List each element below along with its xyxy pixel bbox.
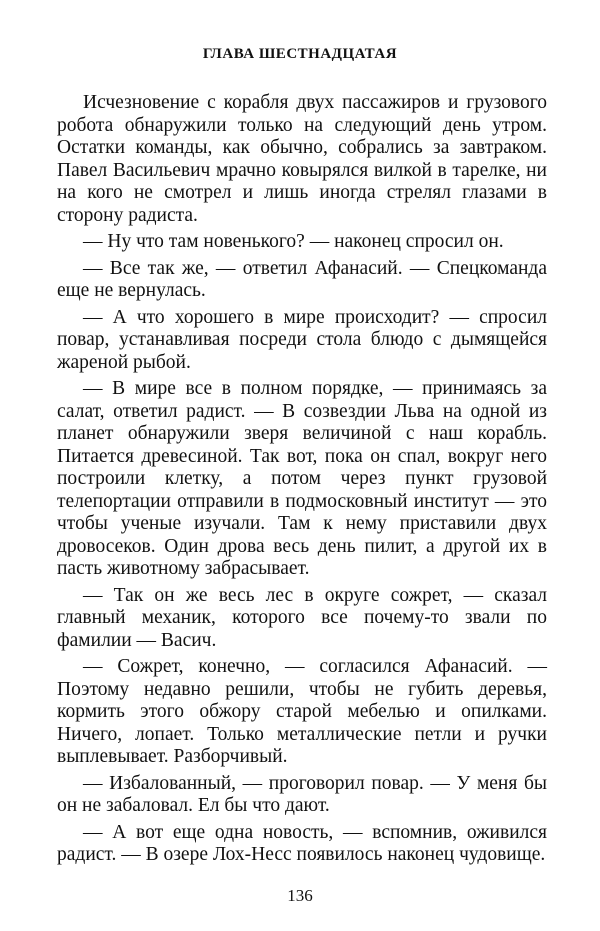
paragraph: — А что хорошего в мире происходит? — спросил повар, устанавливая посреди стола блюдо с дымящейся жареной рыбой. bbox=[57, 306, 547, 373]
paragraph: — Все так же, — ответил Афанасий. — Спецкоманда еще не вернулась. bbox=[57, 257, 547, 301]
paragraph: — Сожрет, конечно, — согласился Афанасий. — Поэтому недавно решили, чтобы не губить деревья, кормить этого обжору старой мебелью и опилками. Ничего, лопает. Только металлические петли и ручки выплевывает. Разборчивый. bbox=[57, 656, 547, 767]
chapter-title: ГЛАВА ШЕСТНАДЦАТАЯ bbox=[202, 46, 398, 62]
paragraph: — Ну что там новенького? — наконец спросил он. bbox=[83, 231, 504, 252]
paragraph: — Так он же весь лес в округе сожрет, — сказал главный механик, которого все почему-то звали по фамилии — Васич. bbox=[57, 584, 547, 651]
paragraph: — Избалованный, — проговорил повар. — У меня бы он не забаловал. Ел бы что дают. bbox=[57, 772, 547, 816]
paragraph: Исчезновение с корабля двух пассажиров и грузового робота обнаружили только на следующий день утром. Остатки команды, как обычно, собрались за завтраком. Павел Васильевич мрачно ковырялся вилкой в тарелке, ни на кого не смотрел и лишь иногда стрелял глазами в сторону радиста. bbox=[57, 92, 547, 226]
chapter-body bbox=[57, 92, 547, 871]
paragraph: — А вот еще одна новость, — вспомнив, оживился радист. — В озере Лох-Несс появилось наконец чудовище. bbox=[57, 821, 547, 865]
paragraph: — В мире все в полном порядке, — принимаясь за салат, ответил радист. — В созвездии Льва на одной из планет обнаружили зверя величиной с наш корабль. Питается древесиной. Так вот, пока он спал, вокруг него построили клетку, а потом через пункт грузовой телепортации отправили в подмосковный институт — это чтобы ученые изучали. Там к нему приставили двух дровосеков. Один дрова весь день пилит, а другой их в пасть животному забрасывает. bbox=[57, 378, 547, 579]
page-number: 136 bbox=[287, 886, 313, 905]
